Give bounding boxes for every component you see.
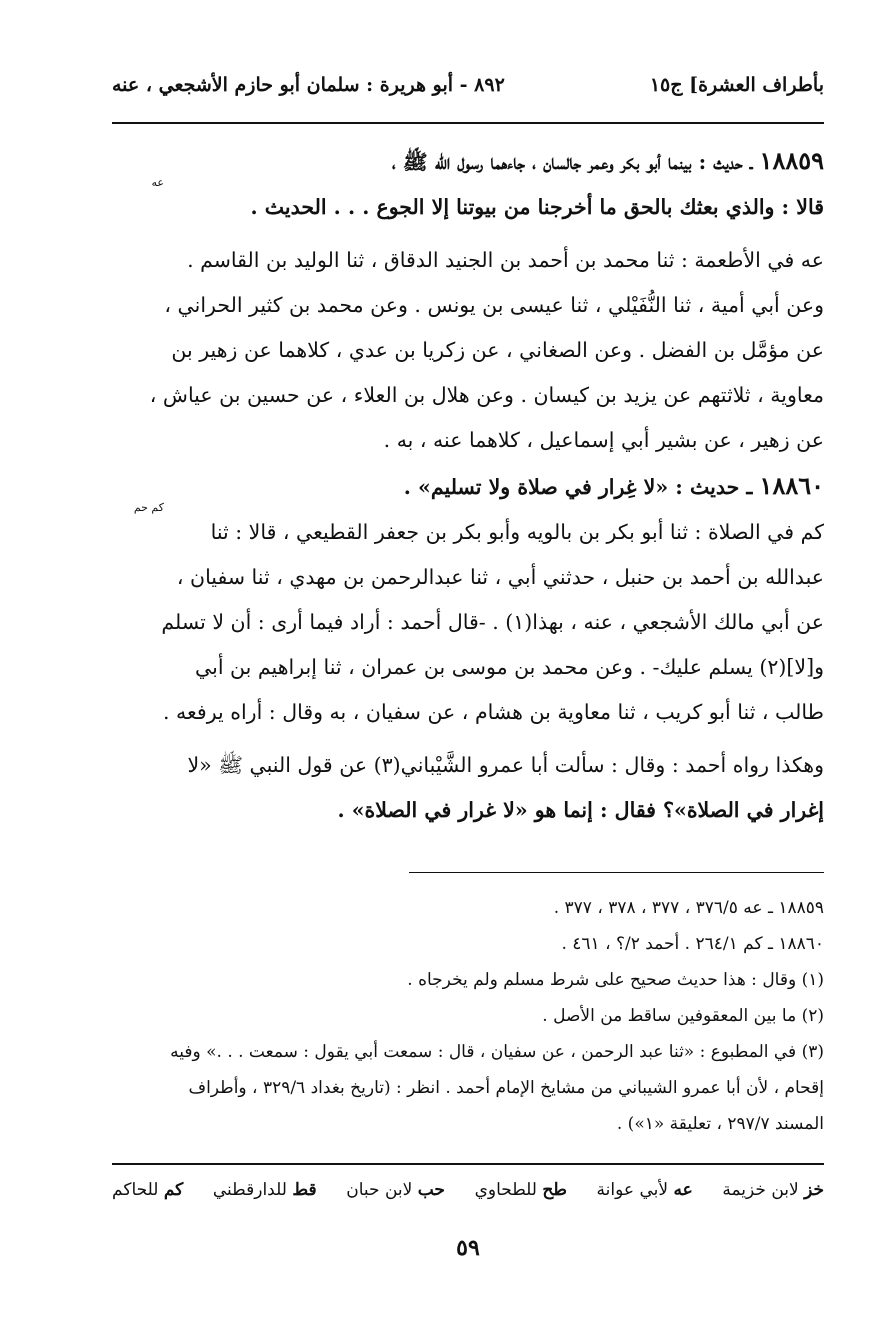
footnote-line: إقحام ، لأن أبا عمرو الشيباني من مشايخ الإمام أحمد . انظر : (تاريخ بغداد ٣٢٩/٦ ، وأطراف — [188, 1078, 824, 1098]
hadith-text: ـ حديث : بينما أبو بكر وعمر جالسان ، جاءهما رسول الله ﷺ ، — [391, 150, 753, 174]
footnote-rule — [409, 872, 824, 873]
abbreviation-desc: لابن خزيمة — [722, 1180, 799, 1200]
abbreviation-desc: لابن حبان — [346, 1180, 413, 1200]
main-text — [112, 138, 824, 833]
source-mark: عه — [151, 176, 164, 189]
footnote-line: (١) وقال : هذا حديث صحيح على شرط مسلم ولم يخرجاه . — [407, 970, 824, 990]
abbreviation-desc: للطحاوي — [474, 1180, 537, 1200]
isnad-line: وعن أبي أمية ، ثنا النُّفَيْلي ، ثنا عيسى بن يونس . وعن محمد بن كثير الحراني ، — [164, 293, 824, 317]
abbreviation-item — [597, 1180, 693, 1200]
abbreviation-code: طح — [542, 1180, 567, 1200]
footnote-line: (٣) في المطبوع : «ثنا عبد الرحمن ، عن سفيان ، قال : سمعت أبي يقول : سمعت . . .» وفيه — [170, 1042, 824, 1062]
isnad-paragraph — [112, 510, 824, 735]
isnad-line: كم في الصلاة : ثنا أبو بكر بن بالويه وأبو بكر بن جعفر القطيعي ، قالا : ثنا — [210, 520, 824, 544]
abbreviation-item — [112, 1180, 183, 1200]
abbreviation-code: خز — [804, 1180, 824, 1200]
abbreviation-code: عه — [673, 1180, 693, 1200]
isnad-line: عبدالله بن أحمد بن حنبل ، حدثني أبي ، ثنا عبدالرحمن بن مهدي ، ثنا سفيان ، — [176, 565, 824, 589]
isnad-line: عن زهير ، عن بشير أبي إسماعيل ، كلاهما عنه ، به . — [383, 428, 824, 452]
header-book-title: بأطراف العشرة] ج١٥ — [649, 74, 824, 96]
header-rule — [112, 122, 824, 124]
header-chapter-title: ٨٩٢ - أبو هريرة : سلمان أبو حازم الأشجعي ، عنه — [112, 74, 505, 96]
isnad-line: معاوية ، ثلاثتهم عن يزيد بن كيسان . وعن هلال بن العلاء ، عن حسين بن عياش ، — [149, 383, 824, 407]
footer-rule — [112, 1163, 824, 1165]
abbreviation-desc: لأبي عوانة — [596, 1180, 669, 1200]
abbreviation-desc: للدارقطني — [212, 1180, 287, 1200]
hadith-number: ١٨٨٦٠ — [759, 471, 824, 500]
abbreviation-code: حب — [417, 1180, 445, 1200]
isnad-line: و[لا](٢) يسلم عليك- . وعن محمد بن موسى بن عمران ، ثنا إبراهيم بن أبي — [195, 655, 824, 679]
abbreviation-item — [722, 1180, 824, 1200]
footnote-line: ١٨٨٦٠ ـ كم ٢٦٤/١ . أحمد ٢/؟ ، ٤٦١ . — [561, 934, 824, 954]
abbreviation-item — [213, 1180, 317, 1200]
commentary-line: إغرار في الصلاة»؟ فقال : إنما هو «لا غرار في الصلاة» . — [337, 798, 824, 822]
abbreviation-key — [112, 1180, 824, 1200]
abbreviation-item — [346, 1180, 445, 1200]
footnote-line: ١٨٨٥٩ ـ عه ٣٧٦/٥ ، ٣٧٧ ، ٣٧٨ ، ٣٧٧ . — [553, 898, 824, 918]
hadith-number: ١٨٨٥٩ — [759, 146, 824, 175]
abbreviation-item — [475, 1180, 567, 1200]
abbreviation-code: قط — [292, 1180, 317, 1200]
isnad-paragraph — [112, 238, 824, 463]
isnad-line: طالب ، ثنا أبو كريب ، ثنا معاوية بن هشام ، عن سفيان ، به وقال : أراه يرفعه . — [162, 700, 824, 724]
commentary-paragraph — [112, 743, 824, 833]
hadith-text: ـ حديث : «لا غِرار في صلاة ولا تسليم» . — [403, 475, 753, 499]
footnotes — [112, 890, 824, 1142]
abbreviation-desc: للحاكم — [112, 1180, 159, 1200]
footnote-line: المسند ٢٩٧/٧ ، تعليقة «١») . — [616, 1114, 824, 1134]
source-mark: كم حم — [133, 501, 164, 514]
abbreviation-code: كم — [163, 1180, 184, 1200]
page-number: ٥٩ — [456, 1235, 480, 1261]
commentary-line: وهكذا رواه أحمد : وقال : سألت أبا عمرو الشَّيْباني(٣) عن قول النبي ﷺ «لا — [187, 753, 824, 777]
footnote-line: (٢) ما بين المعقوفين ساقط من الأصل . — [542, 1006, 824, 1026]
isnad-line: عن أبي مالك الأشجعي ، عنه ، بهذا(١) . -قال أحمد : أراد فيما أرى : أن لا تسلم — [161, 610, 824, 634]
isnad-line: عن مؤمَّل بن الفضل . وعن الصغاني ، عن زكريا بن عدي ، كلاهما عن زهير بن — [171, 338, 824, 362]
hadith-text-line: قالا : والذي بعثك بالحق ما أخرجنا من بيوتنا إلا الجوع . . . الحديث . — [250, 195, 824, 219]
isnad-line: عه في الأطعمة : ثنا محمد بن أحمد بن الجنيد الدقاق ، ثنا الوليد بن القاسم . — [187, 248, 824, 272]
running-header — [112, 74, 824, 108]
